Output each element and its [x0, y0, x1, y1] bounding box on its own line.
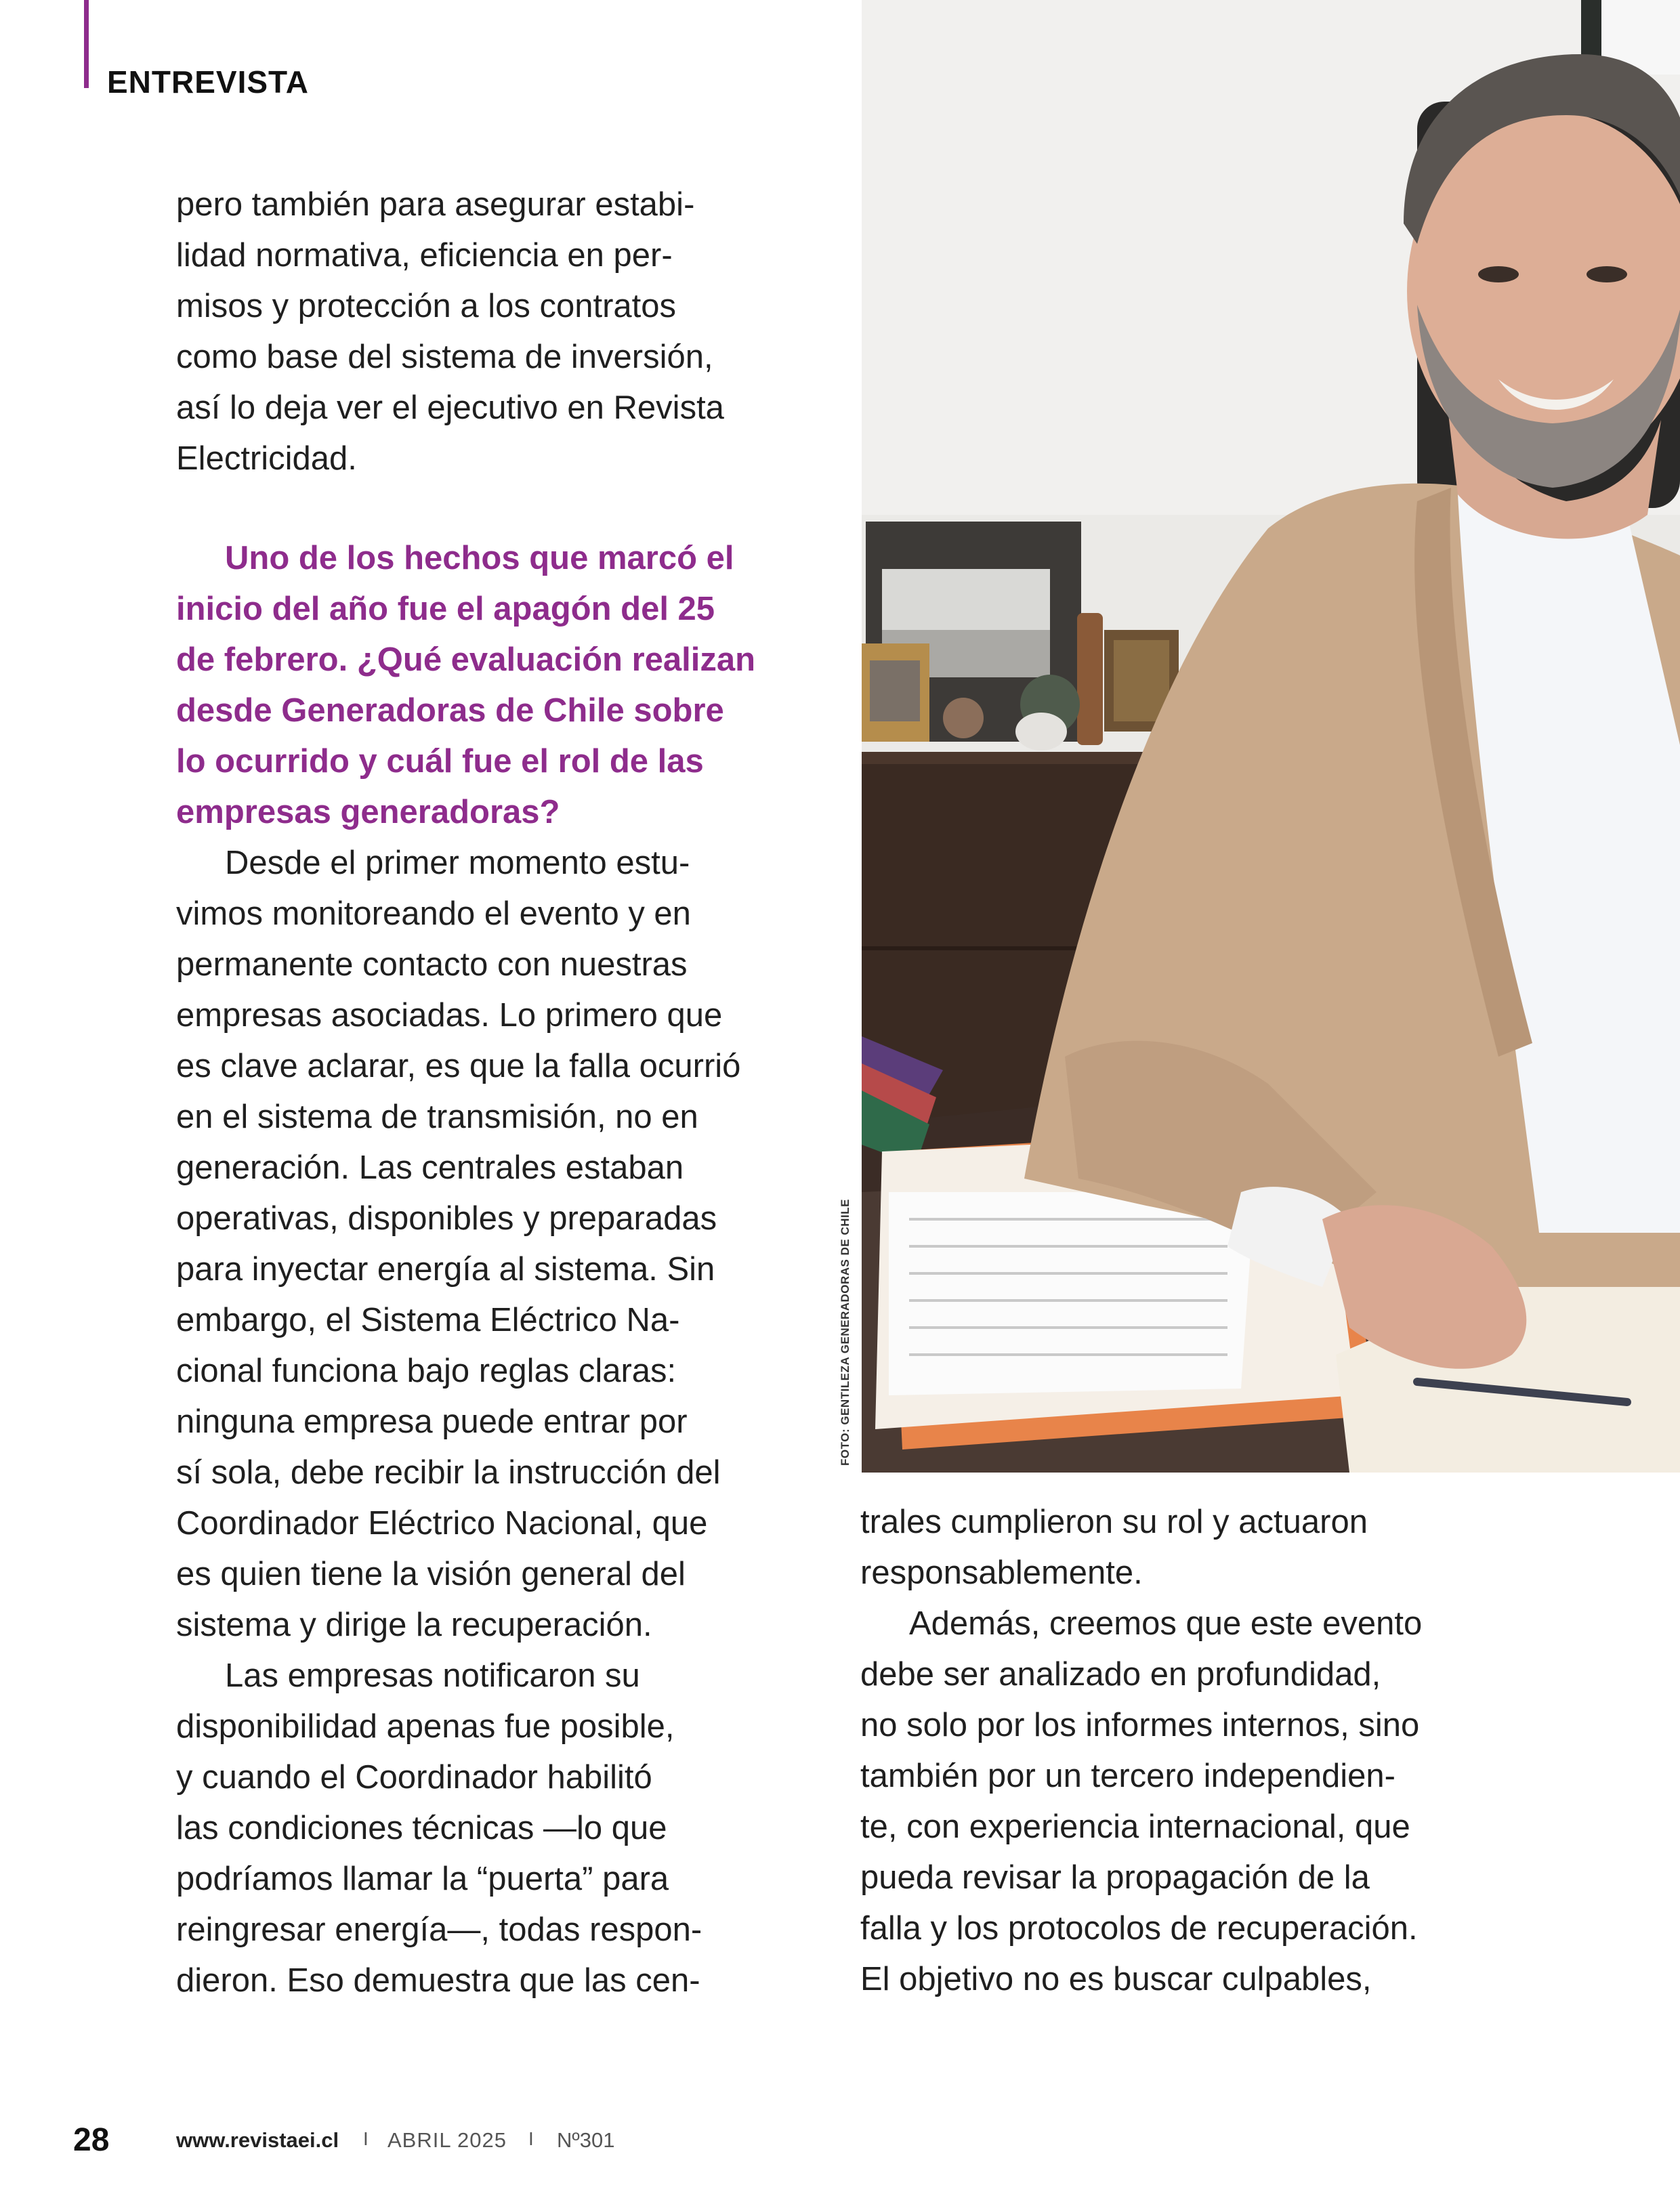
text-line: en el sistema de transmisión, no en [176, 1099, 698, 1135]
text-line: disponibilidad apenas fue posible, [176, 1708, 675, 1745]
text-line: sí sola, debe recibir la instrucción del [176, 1454, 721, 1491]
left-text-column [176, 179, 806, 2006]
text-line: lidad normativa, eficiencia en per- [176, 237, 673, 274]
text-line: El objetivo no es buscar culpables, [860, 1961, 1372, 1997]
text-line: también por un tercero independien- [860, 1758, 1395, 1794]
text-line: misos y protección a los contratos [176, 288, 677, 324]
question-line: empresas generadoras? [176, 794, 560, 830]
page-number: 28 [73, 2122, 110, 2158]
continuation-paragraph [860, 1497, 1511, 1599]
section-label: ENTREVISTA [107, 64, 309, 100]
text-line: falla y los protocolos de recuperación. [860, 1910, 1418, 1947]
text-line: reingresar energía—, todas respon- [176, 1911, 702, 1948]
text-line: trales cumplieron su rol y actuaron [860, 1504, 1368, 1540]
answer-paragraph-2 [176, 1651, 806, 2006]
text-line: dieron. Eso demuestra que las cen- [176, 1962, 700, 1999]
text-line: empresas asociadas. Lo primero que [176, 997, 723, 1034]
text-line: responsablemente. [860, 1554, 1143, 1591]
question-line: lo ocurrido y cuál fue el rol de las [176, 743, 704, 780]
paragraph-gap [176, 484, 806, 533]
answer-paragraph-3 [860, 1599, 1511, 2005]
issue-date: ABRIL 2025 [387, 2128, 507, 2152]
text-line: operativas, disponibles y preparadas [176, 1200, 717, 1237]
question-line: desde Generadoras de Chile sobre [176, 692, 724, 729]
text-line: no solo por los informes internos, sino [860, 1707, 1420, 1743]
photo-credit: FOTO: GENTILEZA GENERADORAS DE CHILE [839, 1199, 852, 1466]
text-line: podríamos llamar la “puerta” para [176, 1861, 669, 1897]
text-line: pero también para asegurar estabi- [176, 186, 695, 223]
text-line: es clave aclarar, es que la falla ocurrió [176, 1048, 741, 1084]
text-line: debe ser analizado en profundidad, [860, 1656, 1381, 1693]
text-line: para inyectar energía al sistema. Sin [176, 1251, 715, 1288]
page-footer [0, 2121, 1680, 2169]
issue-number: Nº301 [557, 2128, 615, 2152]
answer-paragraph-1 [176, 838, 806, 1651]
question-line: inicio del año fue el apagón del 25 [176, 591, 715, 627]
footer-separator: I [363, 2128, 369, 2149]
text-line: sistema y dirige la recuperación. [176, 1607, 652, 1643]
text-line: embargo, el Sistema Eléctrico Na- [176, 1302, 680, 1338]
text-line: cional funciona bajo reglas claras: [176, 1353, 677, 1389]
text-line: es quien tiene la visión general del [176, 1556, 686, 1592]
text-line: como base del sistema de inversión, [176, 339, 713, 375]
website-url[interactable]: www.revistaei.cl [176, 2128, 339, 2152]
text-line: pueda revisar la propagación de la [860, 1859, 1370, 1896]
text-line: permanente contacto con nuestras [176, 946, 688, 983]
text-line: Coordinador Eléctrico Nacional, que [176, 1505, 708, 1542]
text-line: y cuando el Coordinador habilitó [176, 1759, 652, 1796]
text-line: vimos monitoreando el evento y en [176, 895, 691, 932]
text-line: Electricidad. [176, 440, 357, 477]
portrait-photo [862, 0, 1680, 1473]
text-line: Además, creemos que este evento [909, 1605, 1423, 1642]
text-line: ninguna empresa puede entrar por [176, 1403, 688, 1440]
question-line: Uno de los hechos que marcó el [225, 540, 734, 576]
text-line: Las empresas notificaron su [225, 1657, 640, 1694]
text-line: Desde el primer momento estu- [225, 845, 690, 881]
interview-question [176, 533, 806, 838]
text-line: te, con experiencia internacional, que [860, 1808, 1410, 1845]
right-text-column [860, 1497, 1511, 2005]
text-line: generación. Las centrales estaban [176, 1149, 684, 1186]
photo-credit-container [837, 1192, 854, 1473]
footer-separator: I [528, 2128, 534, 2149]
text-line: las condiciones técnicas —lo que [176, 1810, 667, 1846]
intro-paragraph [176, 179, 806, 484]
section-accent-bar [84, 0, 89, 88]
text-line: así lo deja ver el ejecutivo en Revista [176, 389, 724, 426]
question-line: de febrero. ¿Qué evaluación realizan [176, 641, 756, 678]
